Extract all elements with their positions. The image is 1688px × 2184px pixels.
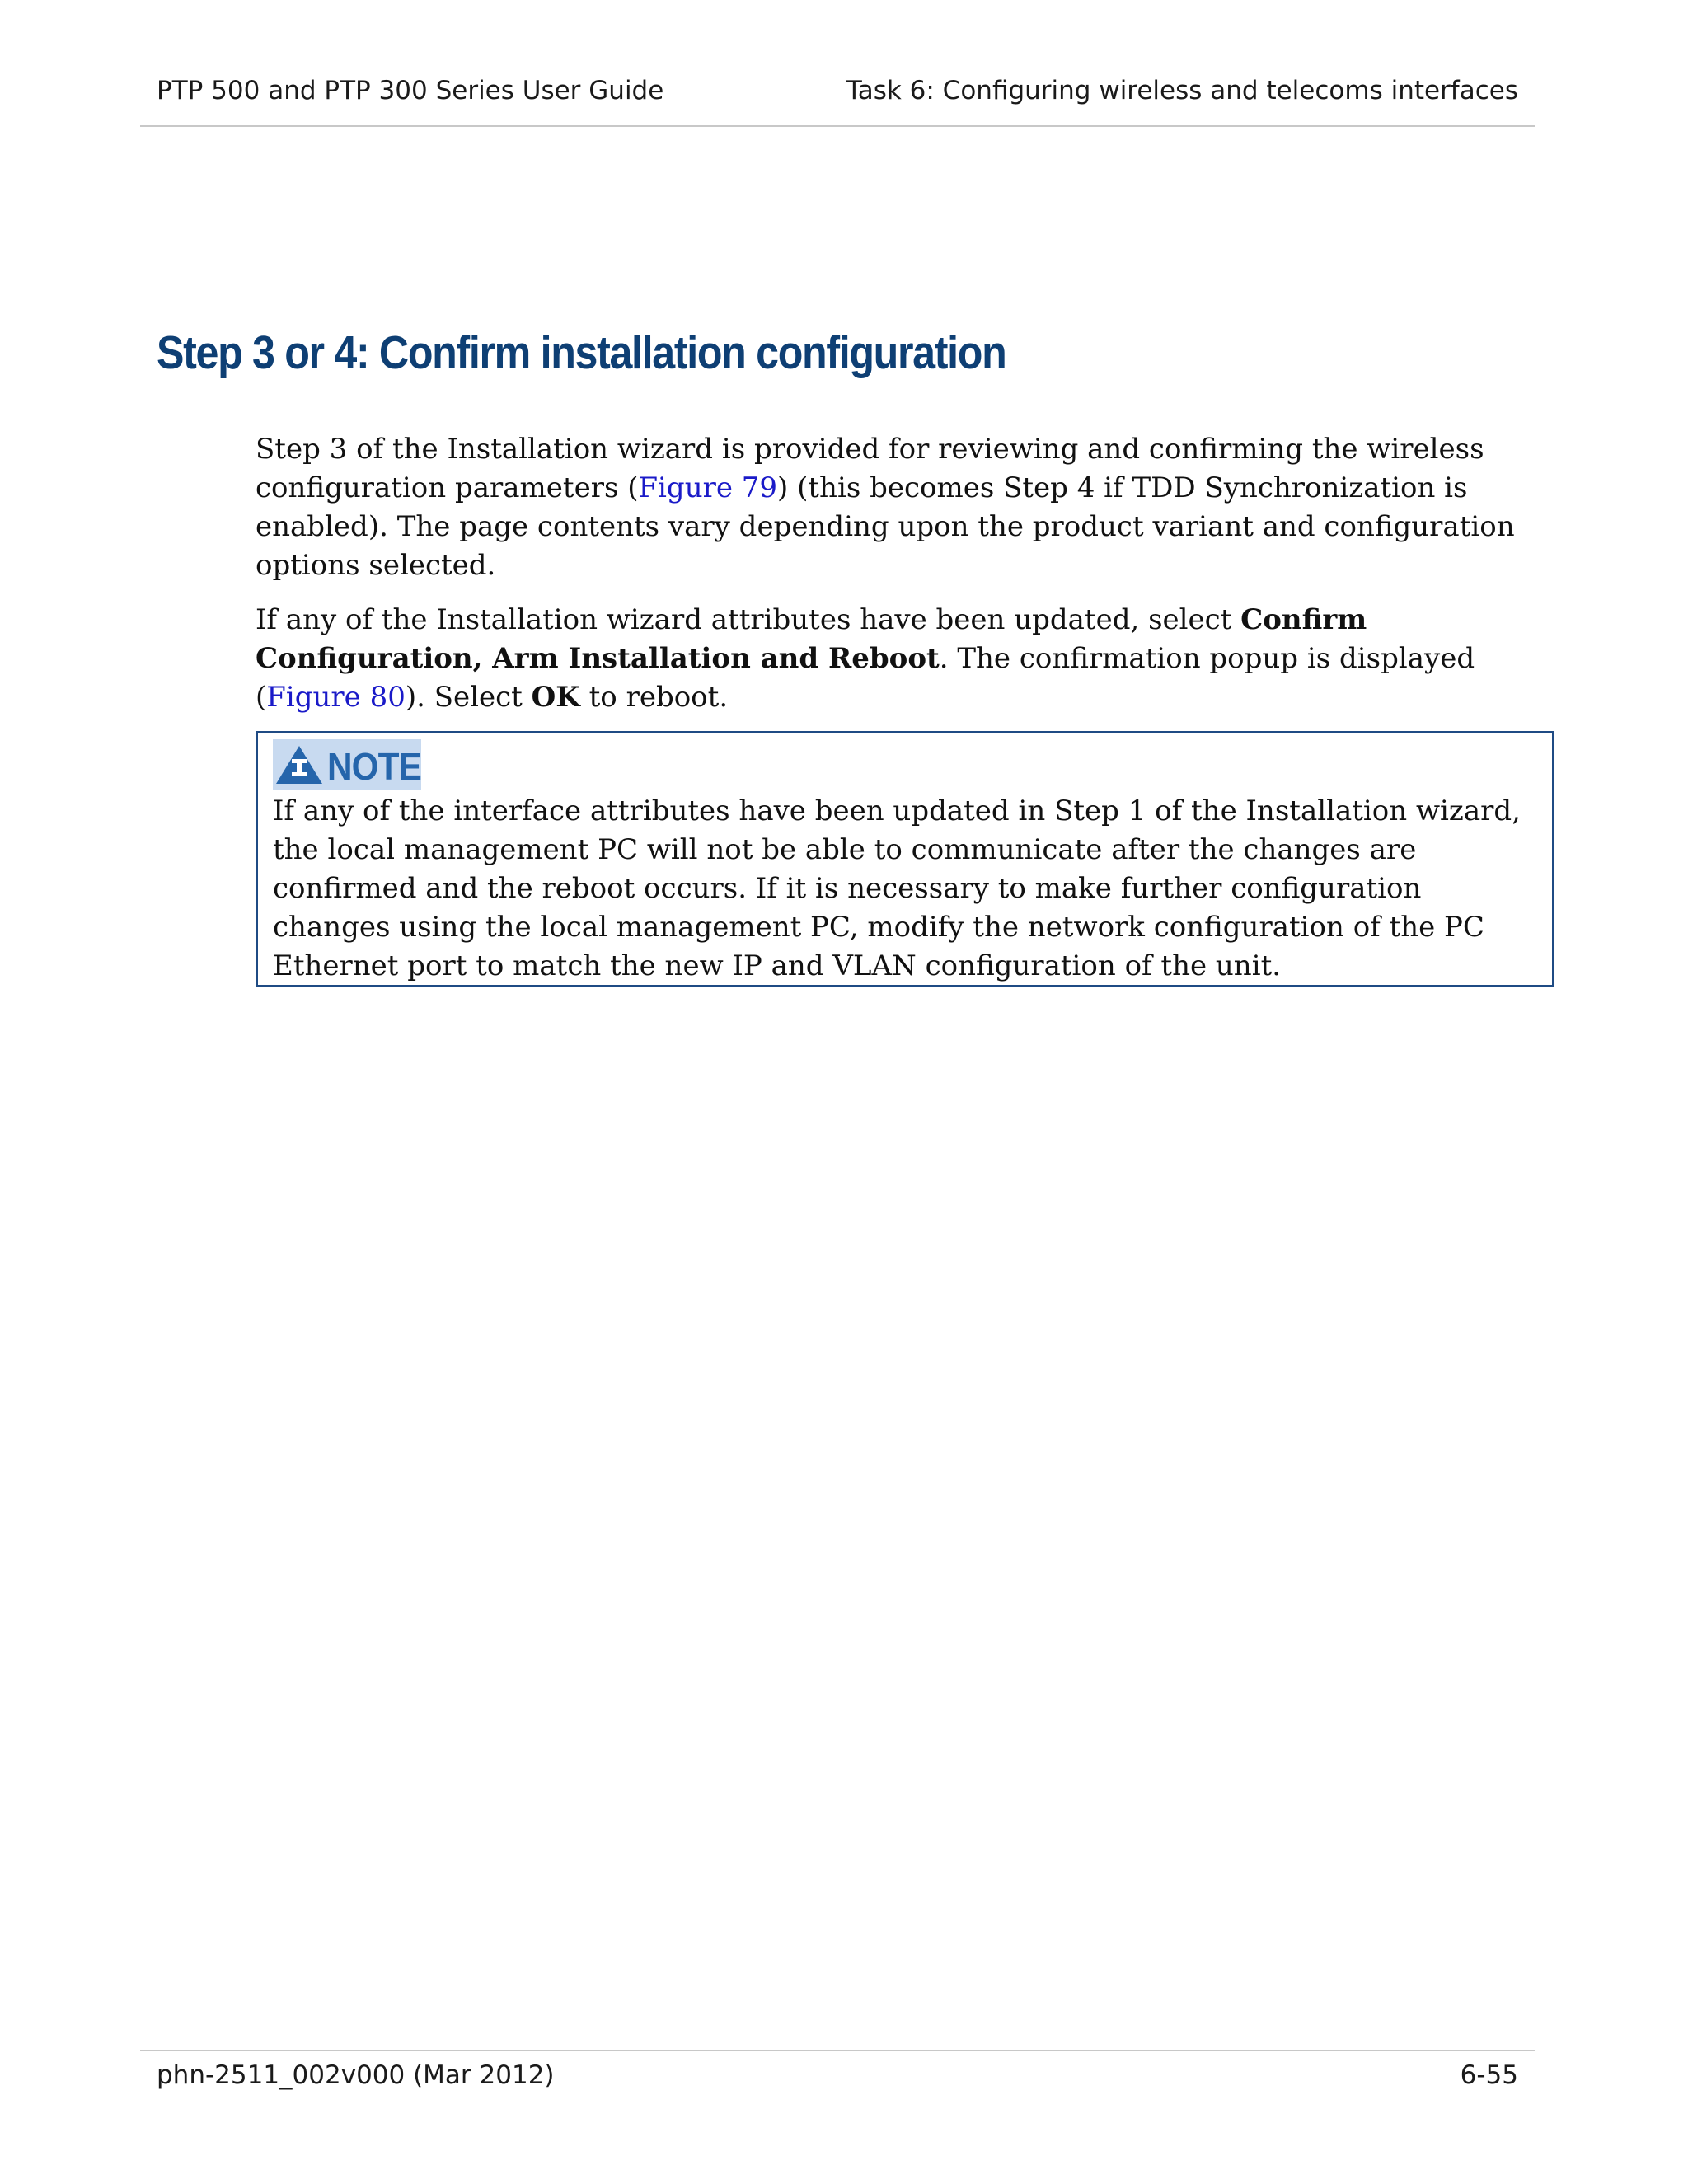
confirm-configuration-term: Confirm Configuration, Arm Installation and Reboot <box>256 603 1367 675</box>
paragraph-text: ). Select <box>405 681 532 714</box>
paragraph-text: ) (this becomes Step 4 if TDD Synchronization is enabled). The page contents vary depending upon the product variant and configuration options selected. <box>256 471 1515 582</box>
note-badge <box>273 739 421 790</box>
note-text: If any of the interface attributes have been updated in Step 1 of the Installation wizard, the local management PC will not be able to communicate after the changes are confirmed and the reboot occurs. If it is necessary to make further configuration changes using the local management PC, modify the network configuration of the PC Ethernet port to match the new IP and VLAN configuration of the unit. <box>273 794 1521 982</box>
body-text <box>256 430 1558 733</box>
note-warning-icon <box>274 744 324 785</box>
note-box <box>256 731 1554 987</box>
note-label: NOTE <box>327 745 421 788</box>
paragraph-text: If any of the Installation wizard attributes have been updated, select <box>256 603 1241 636</box>
header-section-title: Task 6: Configuring wireless and telecoms interfaces <box>846 76 1518 105</box>
footer-page-number: 6-55 <box>1460 2060 1518 2090</box>
paragraph-step3-intro <box>256 430 1558 585</box>
page-heading: Step 3 or 4: Confirm installation configuration <box>157 326 1006 379</box>
paragraph-text: to reboot. <box>579 681 729 714</box>
page-header <box>140 76 1535 115</box>
paragraph-confirm-instructions <box>256 601 1558 717</box>
ok-term: OK <box>531 681 580 714</box>
paragraph-text: . The confirmation popup is displayed ( <box>256 642 1475 714</box>
footer-document-id: phn-2511_002v000 (Mar 2012) <box>157 2060 555 2090</box>
header-document-title: PTP 500 and PTP 300 Series User Guide <box>157 76 664 105</box>
header-divider <box>140 125 1535 127</box>
figure-80-link[interactable]: Figure 80 <box>266 681 406 714</box>
footer-divider <box>140 2050 1535 2051</box>
paragraph-text: Step 3 of the Installation wizard is provided for reviewing and confirming the wireless configuration parameters ( <box>256 433 1484 504</box>
figure-79-link[interactable]: Figure 79 <box>638 471 778 504</box>
